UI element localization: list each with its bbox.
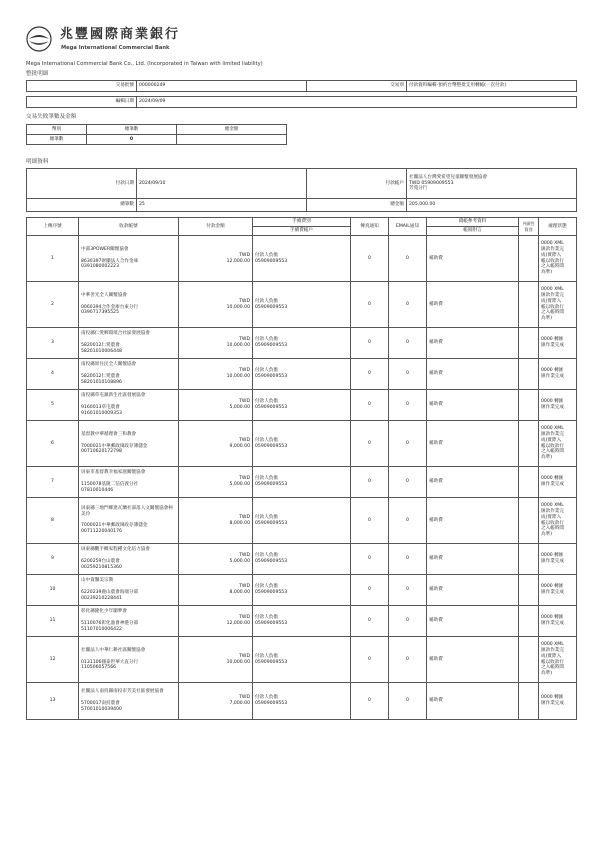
pay-account-value: 社團法人台灣愛希望兒童關懷發展協會 TWD 05909009553 芳苑分行 [407, 169, 577, 199]
row-memo: 補助費 [427, 236, 519, 282]
row-memo: 補助費 [427, 683, 519, 720]
header-payee: 收款帳號 [79, 218, 179, 236]
edit-date-label: 編輯日期 [27, 97, 137, 108]
row-foreign [519, 328, 539, 359]
bank-name-zh: 兆豐國際商業銀行 [60, 27, 181, 42]
row-memo: 補助費 [427, 467, 519, 498]
row-email: 0 [389, 544, 427, 575]
total-amount-label: 總金額 [307, 199, 407, 212]
row-fee: 付款人負擔 05909009553 [253, 575, 351, 606]
bank-header [26, 20, 586, 60]
row-fax: 0 [351, 390, 389, 421]
type-label: 交易別 [307, 81, 407, 92]
row-fee: 付款人負擔 05909009553 [253, 236, 351, 282]
row-email: 0 [389, 282, 427, 328]
row-status: 0000 轉匯 匯作業完成 [539, 359, 577, 390]
row-foreign [519, 606, 539, 637]
row-memo: 補助費 [427, 544, 519, 575]
row-status: 0000 XML 匯款作業完 成(實際入 帳以收款行 之入帳時間 為準) [539, 498, 577, 544]
edit-date-value: 2024/09/09 [137, 97, 577, 108]
table-row [27, 359, 577, 390]
failure-header-count: 總筆數 [87, 125, 177, 135]
row-amount: TWD 5,000.00 [179, 390, 253, 421]
row-email: 0 [389, 390, 427, 421]
row-fee: 付款人負擔 05909009553 [253, 683, 351, 720]
row-fee: 付款人負擔 05909009553 [253, 359, 351, 390]
row-memo: 補助費 [427, 575, 519, 606]
edit-date-table [26, 96, 577, 108]
table-row [27, 467, 577, 498]
row-email: 0 [389, 575, 427, 606]
row-fax: 0 [351, 328, 389, 359]
header-memo: 銷帳參考資料 [427, 218, 519, 227]
row-email: 0 [389, 236, 427, 282]
row-foreign [519, 498, 539, 544]
row-amount: TWD 9,000.00 [179, 421, 253, 467]
header-fee: 手續費別 [253, 218, 351, 227]
row-status: 0000 XML 匯款作業完 成(實際入 帳以收款行 之入帳時間 為準) [539, 282, 577, 328]
row-memo: 補助費 [427, 359, 519, 390]
batch-info-table [26, 80, 577, 92]
row-fax: 0 [351, 498, 389, 544]
row-payee: 中華善光全人關懷協會 0060394合作金庫台東分行 0390717395525 [79, 282, 179, 328]
header-foreign: 外匯性質別 [519, 218, 539, 236]
failure-row-value: 0 [87, 135, 177, 145]
header-fee-account: 手續費帳戶 [253, 227, 351, 236]
row-memo: 補助費 [427, 328, 519, 359]
row-email: 0 [389, 498, 427, 544]
pay-date-value: 2024/09/10 [137, 169, 307, 199]
row-fee: 付款人負擔 05909009553 [253, 544, 351, 575]
detail-table [26, 217, 577, 720]
row-fee: 付款人負擔 05909009553 [253, 467, 351, 498]
row-status: 0000 轉匯 匯作業完成 [539, 390, 577, 421]
row-memo: 補助費 [427, 637, 519, 683]
header-email: EMAIL通知 [389, 218, 427, 236]
header-fax: 傳真通知 [351, 218, 389, 236]
table-row [27, 498, 577, 544]
row-fax: 0 [351, 236, 389, 282]
row-amount: TWD 5,000.00 [179, 467, 253, 498]
row-foreign [519, 421, 539, 467]
row-amount: TWD 7,000.00 [179, 683, 253, 720]
row-status: 0000 轉匯 匯作業完成 [539, 575, 577, 606]
row-amount: TWD 10,000.00 [179, 637, 253, 683]
row-payee: 屏東縣觀手概家程種文化培力協會 6200259台山農會 00259210815360 [79, 544, 179, 575]
row-amount: TWD 10,000.00 [179, 282, 253, 328]
header-status: 處理狀態 [539, 218, 577, 236]
row-payee: 屏東市基督教幸福家庭關懷協會 1150078基隆二信信義分社 07810010446 [79, 467, 179, 498]
row-amount: TWD 8,000.00 [179, 575, 253, 606]
row-foreign [519, 683, 539, 720]
row-seq: 11 [27, 606, 79, 637]
row-foreign [519, 282, 539, 328]
row-payee: 南投縣草屯鎮新生社區發展協會 9160013草屯農會 91601010009353 [79, 390, 179, 421]
total-count-label: 總筆數 [27, 199, 137, 212]
row-fee: 付款人負擔 05909009553 [253, 390, 351, 421]
table-row [27, 282, 577, 328]
failure-header-currency: 幣別 [27, 125, 87, 135]
row-amount: TWD 8,000.00 [179, 498, 253, 544]
row-seq: 2 [27, 282, 79, 328]
row-foreign [519, 359, 539, 390]
row-payee: 南投縣仁愛鄉環境合社區發展協會 5820012仁愛農會 58201010006448 [79, 328, 179, 359]
table-row [27, 683, 577, 720]
row-payee: 山中資馨美宗教 6220239鹿山農會海端分部 00239210228441 [79, 575, 179, 606]
row-amount: TWD 10,000.00 [179, 359, 253, 390]
batch-no-value: 000000249 [137, 81, 307, 92]
failure-header-amount: 總金額 [177, 125, 287, 135]
row-fee: 付款人負擔 05909009553 [253, 328, 351, 359]
row-fax: 0 [351, 282, 389, 328]
row-foreign [519, 467, 539, 498]
row-fax: 0 [351, 575, 389, 606]
section-title-failure: 交易失敗筆數及金額 [26, 114, 77, 120]
pay-date-label: 付款日期 [27, 169, 137, 199]
row-seq: 7 [27, 467, 79, 498]
row-seq: 3 [27, 328, 79, 359]
row-memo: 補助費 [427, 421, 519, 467]
row-memo: 補助費 [427, 282, 519, 328]
row-fax: 0 [351, 359, 389, 390]
table-row [27, 328, 577, 359]
row-email: 0 [389, 606, 427, 637]
row-fax: 0 [351, 683, 389, 720]
failure-table [26, 124, 287, 145]
row-seq: 1 [27, 236, 79, 282]
row-amount: TWD 12,000.00 [179, 236, 253, 282]
row-status: 0000 XML 匯款作業完 成(實際入 帳以收款行 之入帳時間 為準) [539, 637, 577, 683]
row-status: 0000 轉匯 匯作業完成 [539, 467, 577, 498]
row-payee: 基督教中華循理會三和教會 7000021中華郵政岡政存簿儲金 00710620172798 [79, 421, 179, 467]
row-fax: 0 [351, 467, 389, 498]
type-value: 付款資料編輯-預約台幣整批支用轉帳(一次付款) [407, 81, 577, 92]
total-amount-value: 205,000.00 [407, 199, 577, 212]
row-seq: 6 [27, 421, 79, 467]
detail-body [27, 236, 577, 720]
total-count-value: 25 [137, 199, 307, 212]
failure-row-empty [177, 135, 287, 145]
row-fee: 付款人負擔 05909009553 [253, 498, 351, 544]
row-fee: 付款人負擔 05909009553 [253, 606, 351, 637]
row-fax: 0 [351, 606, 389, 637]
header-memo2: 帳冊附言 [427, 227, 519, 236]
row-status: 0000 轉匯 匯作業完成 [539, 606, 577, 637]
row-payee: 中部3POWER關懷協會 8630397財團法人合作金庫 0391080002223 [79, 236, 179, 282]
summary-table [26, 168, 577, 212]
row-foreign [519, 236, 539, 282]
row-status: 0000 XML 匯款作業完 成(實際入 帳以收款行 之入帳時間 為準) [539, 236, 577, 282]
table-row [27, 544, 577, 575]
row-fax: 0 [351, 544, 389, 575]
row-payee: 彰化縣隆化少年團夢會 5110076彰化漁會神港分部 51107010006422 [79, 606, 179, 637]
row-seq: 5 [27, 390, 79, 421]
row-memo: 補助費 [427, 606, 519, 637]
table-row [27, 421, 577, 467]
row-status: 0000 轉匯 匯作業完成 [539, 328, 577, 359]
row-email: 0 [389, 683, 427, 720]
failure-row-label: 總筆數 [27, 135, 87, 145]
pay-account-label: 付款帳戶 [307, 169, 407, 199]
row-email: 0 [389, 359, 427, 390]
row-seq: 9 [27, 544, 79, 575]
row-fax: 0 [351, 421, 389, 467]
bank-name-en: Mega International Commercial Bank [61, 45, 170, 51]
row-seq: 10 [27, 575, 79, 606]
row-foreign [519, 390, 539, 421]
table-row [27, 575, 577, 606]
table-row [27, 390, 577, 421]
bank-full-name: Mega International Commercial Bank Co., Ltd. (Incorporated in Taiwan with limited liability) [26, 61, 263, 67]
row-email: 0 [389, 328, 427, 359]
row-payee: 社團法人南投縣南投市芳美社區發展協會 5700017南投農會 57001010039400 [79, 683, 179, 720]
section-title-batch: 整批明細 [26, 71, 49, 77]
row-memo: 補助費 [427, 390, 519, 421]
row-payee: 屏東縣三地門鄉達瓦蘭社部落人文關懷協會柯美玲 7000021中華郵政岡政存簿儲金 00711220040176 [79, 498, 179, 544]
row-seq: 12 [27, 637, 79, 683]
header-seq: 上傳序號 [27, 218, 79, 236]
row-email: 0 [389, 421, 427, 467]
row-amount: TWD 12,000.00 [179, 606, 253, 637]
row-fax: 0 [351, 637, 389, 683]
row-seq: 13 [27, 683, 79, 720]
row-amount: TWD 5,000.00 [179, 544, 253, 575]
row-email: 0 [389, 637, 427, 683]
row-fee: 付款人負擔 05909009553 [253, 282, 351, 328]
row-status: 0000 轉匯 匯作業完成 [539, 683, 577, 720]
row-foreign [519, 637, 539, 683]
row-payee: 社團法人中華仁耕社區關懷協會 0131106國泰世華大直分行 110506057566 [79, 637, 179, 683]
row-foreign [519, 575, 539, 606]
row-fee: 付款人負擔 05909009553 [253, 637, 351, 683]
section-title-detail: 明細資料 [26, 159, 49, 165]
row-email: 0 [389, 467, 427, 498]
row-memo: 補助費 [427, 498, 519, 544]
row-foreign [519, 544, 539, 575]
bank-logo-icon [26, 26, 52, 52]
row-status: 0000 轉匯 匯作業完成 [539, 544, 577, 575]
row-payee: 南投縣原住民全人關懷協會 5820012仁愛農會 58201010108896 [79, 359, 179, 390]
row-seq: 4 [27, 359, 79, 390]
row-amount: TWD 10,000.00 [179, 328, 253, 359]
header-amount: 付款金額 [179, 218, 253, 236]
table-row [27, 236, 577, 282]
row-seq: 8 [27, 498, 79, 544]
table-row [27, 606, 577, 637]
row-fee: 付款人負擔 05909009553 [253, 421, 351, 467]
table-row [27, 637, 577, 683]
batch-no-label: 交易批號 [27, 81, 137, 92]
row-status: 0000 XML 匯款作業完 成(實際入 帳以收款行 之入帳時間 為準) [539, 421, 577, 467]
